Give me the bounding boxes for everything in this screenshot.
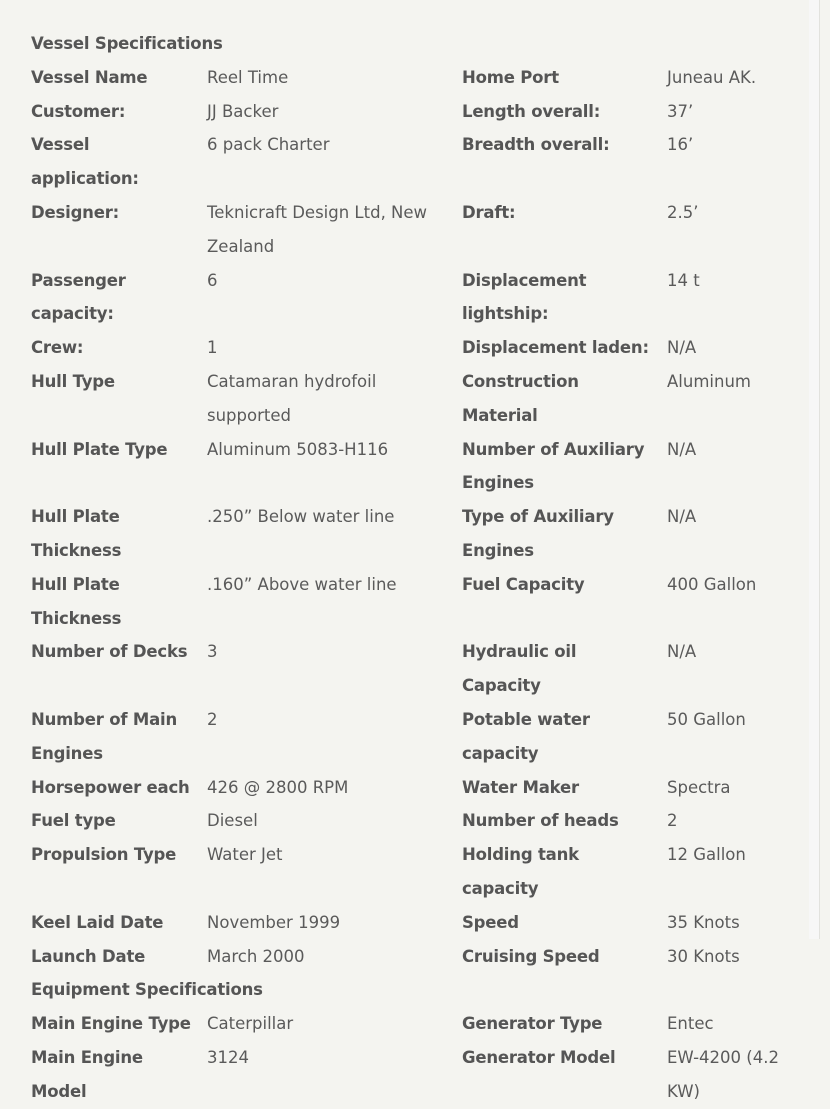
spec-row xyxy=(22,61,792,95)
spec-row xyxy=(22,331,792,365)
spec-label: Hull Type xyxy=(31,371,115,391)
spec-label: Vessel application: xyxy=(31,135,139,189)
spec-row xyxy=(22,568,792,636)
spec-label: Home Port xyxy=(462,67,559,87)
spec-row xyxy=(22,365,792,433)
spec-value: 2 xyxy=(667,811,678,831)
spec-value: Spectra xyxy=(667,777,731,797)
section-title: Vessel Specifications xyxy=(31,34,223,53)
spec-row xyxy=(22,1041,792,1109)
spec-label: Fuel type xyxy=(31,811,116,831)
spec-value: Water Jet xyxy=(207,845,283,865)
spec-value: 16’ xyxy=(667,135,694,155)
spec-value: March 2000 xyxy=(207,946,305,966)
spec-label: Vessel Name xyxy=(31,67,148,87)
spec-value: 2.5’ xyxy=(667,202,699,222)
spec-value: N/A xyxy=(667,507,697,527)
spec-label: Cruising Speed xyxy=(462,946,600,966)
spec-value: .160” Above water line xyxy=(207,574,397,594)
spec-label: Fuel Capacity xyxy=(462,574,585,594)
spec-value: November 1999 xyxy=(207,912,341,932)
spec-label: Hydraulic oil Capacity xyxy=(462,642,577,696)
spec-label: Displacement lightship: xyxy=(462,270,587,324)
spec-label: Keel Laid Date xyxy=(31,912,164,932)
spec-value: N/A xyxy=(667,338,697,358)
spec-label: Designer: xyxy=(31,202,120,222)
spec-row xyxy=(22,264,792,332)
spec-row xyxy=(22,635,792,703)
spec-value: 2 xyxy=(207,709,218,729)
spec-value: 14 t xyxy=(667,270,700,290)
spec-row xyxy=(22,703,792,771)
spec-row xyxy=(22,433,792,501)
spec-row xyxy=(22,906,792,940)
spec-label: Number of Auxiliary Engines xyxy=(462,439,645,493)
spec-label: Type of Auxiliary Engines xyxy=(462,507,614,560)
spec-value: .250” Below water line xyxy=(207,507,395,527)
spec-label: Speed xyxy=(462,912,519,932)
spec-value: EW-4200 (4.2 KW) xyxy=(667,1047,779,1101)
spec-label: Length overall: xyxy=(462,101,601,121)
spec-label: Horsepower each xyxy=(31,777,190,797)
spec-row xyxy=(22,771,792,805)
section-header-row xyxy=(22,27,792,61)
spec-value: 6 xyxy=(207,270,218,290)
spec-label: Propulsion Type xyxy=(31,845,177,865)
spec-table-body xyxy=(22,27,792,1109)
spec-label: Potable water capacity xyxy=(462,709,590,763)
spec-value: Catamaran hydrofoil supported xyxy=(207,371,377,425)
spec-value: 37’ xyxy=(667,101,694,121)
spec-value: 12 Gallon xyxy=(667,845,746,865)
spec-row xyxy=(22,128,792,196)
spec-label: Hull Plate Type xyxy=(31,439,168,459)
spec-label: Number of heads xyxy=(462,811,619,831)
spec-label: Customer: xyxy=(31,101,126,121)
spec-value: Entec xyxy=(667,1014,714,1034)
spec-value: Diesel xyxy=(207,811,258,831)
spec-label: Generator Type xyxy=(462,1014,603,1034)
spec-value: Aluminum 5083-H116 xyxy=(207,439,389,459)
spec-label: Launch Date xyxy=(31,946,146,966)
spec-row xyxy=(22,1007,792,1041)
spec-label: Breadth overall: xyxy=(462,135,610,155)
spec-value: 400 Gallon xyxy=(667,574,757,594)
spec-row xyxy=(22,804,792,838)
section-header-row xyxy=(22,973,792,1007)
spec-label: Construction Material xyxy=(462,371,579,425)
spec-label: Generator Model xyxy=(462,1047,616,1067)
spec-value: 426 @ 2800 RPM xyxy=(207,777,349,797)
spec-label: Hull Plate Thickness xyxy=(31,574,122,628)
spec-value: Caterpillar xyxy=(207,1014,294,1034)
spec-label: Number of Main Engines xyxy=(31,709,178,763)
spec-label: Number of Decks xyxy=(31,642,188,662)
spec-value: 6 pack Charter xyxy=(207,135,330,155)
spec-value: Aluminum xyxy=(667,371,751,391)
spec-value: JJ Backer xyxy=(207,101,279,121)
spec-value: 3124 xyxy=(207,1047,249,1067)
spec-row xyxy=(22,196,792,264)
spec-label: Hull Plate Thickness xyxy=(31,507,122,560)
spec-value: 35 Knots xyxy=(667,912,740,932)
spec-label: Main Engine Type xyxy=(31,1014,191,1034)
page-edge xyxy=(809,0,819,939)
spec-value: N/A xyxy=(667,439,697,459)
spec-value: 50 Gallon xyxy=(667,709,746,729)
spec-value: Teknicraft Design Ltd, New Zealand xyxy=(207,202,428,256)
spec-value: 1 xyxy=(207,338,218,358)
spec-label: Displacement laden: xyxy=(462,338,649,358)
spec-value: 3 xyxy=(207,642,218,662)
spec-row xyxy=(22,940,792,974)
spec-label: Draft: xyxy=(462,202,516,222)
spec-table xyxy=(22,27,792,1109)
spec-label: Crew: xyxy=(31,338,84,358)
spec-label: Holding tank capacity xyxy=(462,845,579,898)
spec-value: Reel Time xyxy=(207,67,289,87)
spec-row xyxy=(22,838,792,906)
spec-label: Water Maker xyxy=(462,777,579,797)
spec-value: N/A xyxy=(667,642,697,662)
spec-row xyxy=(22,500,792,568)
spec-value: 30 Knots xyxy=(667,946,740,966)
spec-label: Passenger capacity: xyxy=(31,270,126,324)
section-title: Equipment Specifications xyxy=(31,980,263,1000)
spec-value: Juneau AK. xyxy=(667,67,757,87)
spec-row xyxy=(22,95,792,129)
spec-label: Main Engine Model xyxy=(31,1047,143,1101)
